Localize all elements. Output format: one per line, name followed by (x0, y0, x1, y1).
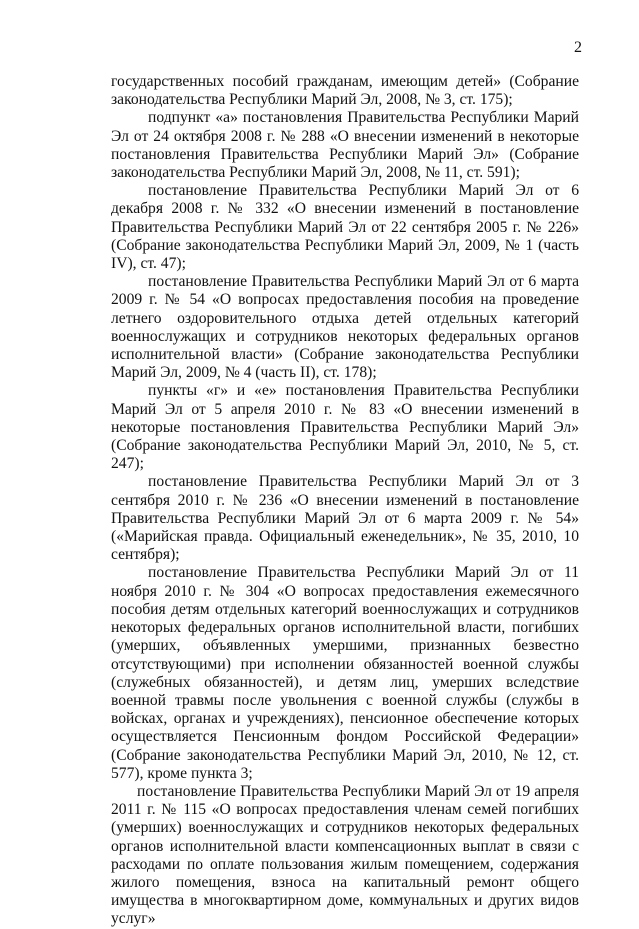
paragraph-postanovlenie-304: постановление Правительства Республики Марий Эл от 11 ноября 2010 г. № 304 «О вопросах предоставления ежемесячного пособия детям отдельных категорий военнослужащих и сотрудников некоторых федеральных органов исполнительной власти, погибших (умерших, объявленных умершими, признанных безвестно отсутствующими) при исполнении обязанностей военной службы (служебных обязанностей), и детям лиц, умерших вследствие военной травмы после увольнения с военной службы (службы в войсках, органах и учреждениях), пенсионное обеспечение которых осуществляется Пенсионным фондом Российской Федерации» (Собрание законодательства Республики Марий Эл, 2010, № 12, ст. 577), кроме пункта 3; (111, 564, 579, 782)
paragraph-postanovlenie-332: постановление Правительства Республики Марий Эл от 6 декабря 2008 г. № 332 «О внесении изменений в постановление Правительства Республики Марий Эл от 22 сентября 2005 г. № 226» (Собрание законодательства Республики Марий Эл, 2009, № 1 (часть IV), ст. 47); (111, 182, 579, 273)
document-body (111, 73, 579, 929)
paragraph-punkty-g-e: пункты «г» и «е» постановления Правительства Республики Марий Эл от 5 апреля 2010 г. № 83 «О внесении изменений в некоторые постановления Правительства Республики Марий Эл» (Собрание законодательства Республики Марий Эл, 2010, № 5, ст. 247); (111, 382, 579, 473)
page-number: 2 (574, 39, 582, 56)
paragraph-continuation: государственных пособий гражданам, имеющим детей» (Собрание законодательства Республики Марий Эл, 2008, № 3, ст. 175); (111, 73, 579, 109)
paragraph-postanovlenie-54: постановление Правительства Республики Марий Эл от 6 марта 2009 г. № 54 «О вопросах предоставления пособия на проведение летнего оздоровительного отдыха детей отдельных категорий военнослужащих и сотрудников некоторых федеральных органов исполнительной власти» (Собрание законодательства Республики Марий Эл, 2009, № 4 (часть II), ст. 178); (111, 273, 579, 382)
paragraph-postanovlenie-115: постановление Правительства Республики Марий Эл от 19 апреля 2011 г. № 115 «О вопросах предоставления членам семей погибших (умерших) военнослужащих и сотрудников некоторых федеральных органов исполнительной власти компенсационных выплат в связи с расходами по оплате пользования жилым помещением, содержания жилого помещения, взноса на капитальный ремонт общего имущества в многоквартирном доме, коммунальных и других видов услуг» (111, 782, 579, 928)
paragraph-podpunkt-a: подпункт «а» постановления Правительства Республики Марий Эл от 24 октября 2008 г. № 288 «О внесении изменений в некоторые постановления Правительства Республики Марий Эл» (Собрание законодательства Республики Марий Эл, 2008, № 11, ст. 591); (111, 109, 579, 182)
paragraph-postanovlenie-236: постановление Правительства Республики Марий Эл от 3 сентября 2010 г. № 236 «О внесении изменений в постановление Правительства Республики Марий Эл от 6 марта 2009 г. № 54» («Марийская правда. Официальный еженедельник», № 35, 2010, 10 сентября); (111, 473, 579, 564)
